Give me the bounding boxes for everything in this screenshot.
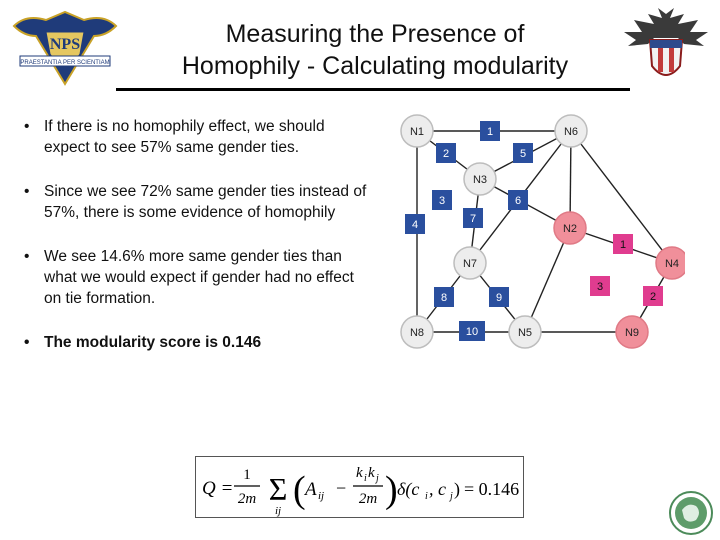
network-diagram — [385, 110, 685, 365]
edge-label: 1 — [486, 126, 494, 138]
bullet-list — [22, 116, 372, 376]
nps-logo-text: NPS — [49, 36, 81, 53]
node-label: N6 — [563, 126, 579, 138]
edge-label: 5 — [519, 148, 527, 160]
node-label: N9 — [624, 327, 640, 339]
title-underline — [116, 88, 630, 91]
formula-sum-sub: ij — [274, 505, 282, 517]
formula-k-j: j — [376, 473, 379, 484]
bullet-item-modularity: • The modularity score is 0.146 — [22, 332, 372, 353]
node-label: N1 — [409, 126, 425, 138]
title-line-2: Homophily - Calculating modularity — [181, 52, 569, 80]
nps-logo-banner: PRAESTANTIA PER SCIENTIAM — [20, 60, 110, 66]
edge-labels — [405, 121, 663, 341]
edge-label: 2 — [442, 148, 450, 160]
node-label: N7 — [462, 258, 478, 270]
formula-frac-num: 1 — [243, 467, 251, 483]
formula-k-den: 2m — [358, 491, 378, 507]
bullet-item: • We see 14.6% more same gender ties than what we would expect if gender had no effect on tie formation. — [22, 246, 372, 309]
formula-frac-den: 2m — [237, 491, 257, 507]
node-label: N5 — [517, 327, 533, 339]
bullet-item: • Since we see 72% same gender ties instead of 57%, there is some evidence of homophily — [22, 181, 372, 223]
edge — [525, 228, 570, 332]
node-label: N2 — [562, 223, 578, 235]
edge-label: 1 — [619, 239, 627, 251]
formula-k-num-2: k — [368, 465, 375, 481]
node-label: N8 — [409, 327, 425, 339]
formula-open-paren: ( — [293, 469, 306, 511]
formula-delta: δ(c — [397, 479, 420, 499]
formula-a-sub: ij — [318, 490, 325, 502]
edge-label: 6 — [514, 195, 522, 207]
edge-label: 9 — [495, 292, 503, 304]
formula-result: = 0.146 — [464, 479, 520, 499]
node-label: N4 — [664, 258, 680, 270]
globe-icon — [668, 490, 714, 536]
formula-a: A — [305, 479, 317, 500]
edge-label: 3 — [438, 195, 446, 207]
modularity-formula — [195, 456, 524, 518]
formula-lhs: Q = — [202, 478, 234, 499]
formula-delta-j: j — [450, 491, 453, 502]
formula-k-num: k — [356, 465, 363, 481]
formula-delta-i: i — [425, 491, 428, 502]
formula-minus: − — [336, 478, 347, 498]
nps-seal-logo — [6, 6, 124, 88]
formula-close-paren: ) — [385, 469, 398, 511]
title-line-1: Measuring the Presence of — [225, 20, 525, 48]
edge-label: 3 — [596, 281, 604, 293]
edge-label: 4 — [411, 219, 419, 231]
formula-delta-close: ) — [454, 479, 460, 499]
node-label: N3 — [472, 174, 488, 186]
formula-sum: Σ — [268, 471, 288, 507]
edge-label: 10 — [465, 326, 479, 338]
formula-k-i: i — [364, 473, 367, 484]
page-title — [110, 18, 640, 82]
edge-label: 2 — [649, 291, 657, 303]
edge-label: 7 — [469, 213, 477, 225]
bullet-item: • If there is no homophily effect, we should expect to see 57% same gender ties. — [22, 116, 372, 158]
edge-label: 8 — [440, 292, 448, 304]
formula-comma: , c — [429, 479, 446, 499]
